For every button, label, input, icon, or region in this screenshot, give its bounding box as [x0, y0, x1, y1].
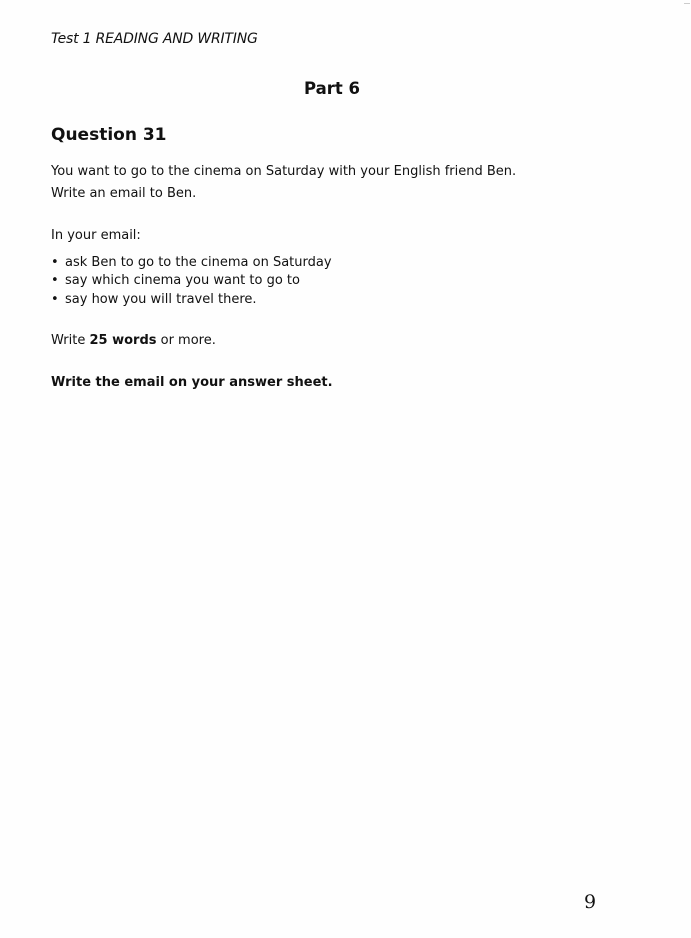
intro-line-1: You want to go to the cinema on Saturday with your English friend Ben. — [51, 164, 517, 179]
part-title: Part 6 — [303, 79, 361, 98]
word-count-emphasis: 25 words — [89, 333, 157, 348]
word-count-prefix: Write — [51, 333, 90, 348]
page-number: 9 — [584, 891, 597, 913]
bullet-icon: • — [51, 291, 59, 307]
bullet-icon: • — [51, 255, 59, 270]
answer-sheet-instruction: Write the email on your answer sheet. — [51, 375, 333, 390]
word-count-suffix: or more. — [156, 333, 216, 348]
word-count-instruction — [51, 332, 216, 350]
bullet-text: ask Ben to go to the cinema on Saturday — [65, 255, 332, 270]
requirements-list — [51, 254, 332, 309]
email-prompt: In your email: — [51, 228, 141, 243]
list-item — [51, 291, 332, 309]
edge-mark — [684, 3, 690, 4]
list-item — [51, 272, 332, 290]
question-title: Question 31 — [51, 125, 167, 145]
bullet-text: say which cinema you want to go to — [65, 273, 300, 289]
intro-line-2: Write an email to Ben. — [51, 186, 197, 201]
test-header: Test 1 READING AND WRITING — [51, 31, 258, 47]
bullet-icon: • — [51, 273, 59, 289]
bullet-text: say how you will travel there. — [65, 291, 257, 307]
list-item — [51, 254, 332, 272]
